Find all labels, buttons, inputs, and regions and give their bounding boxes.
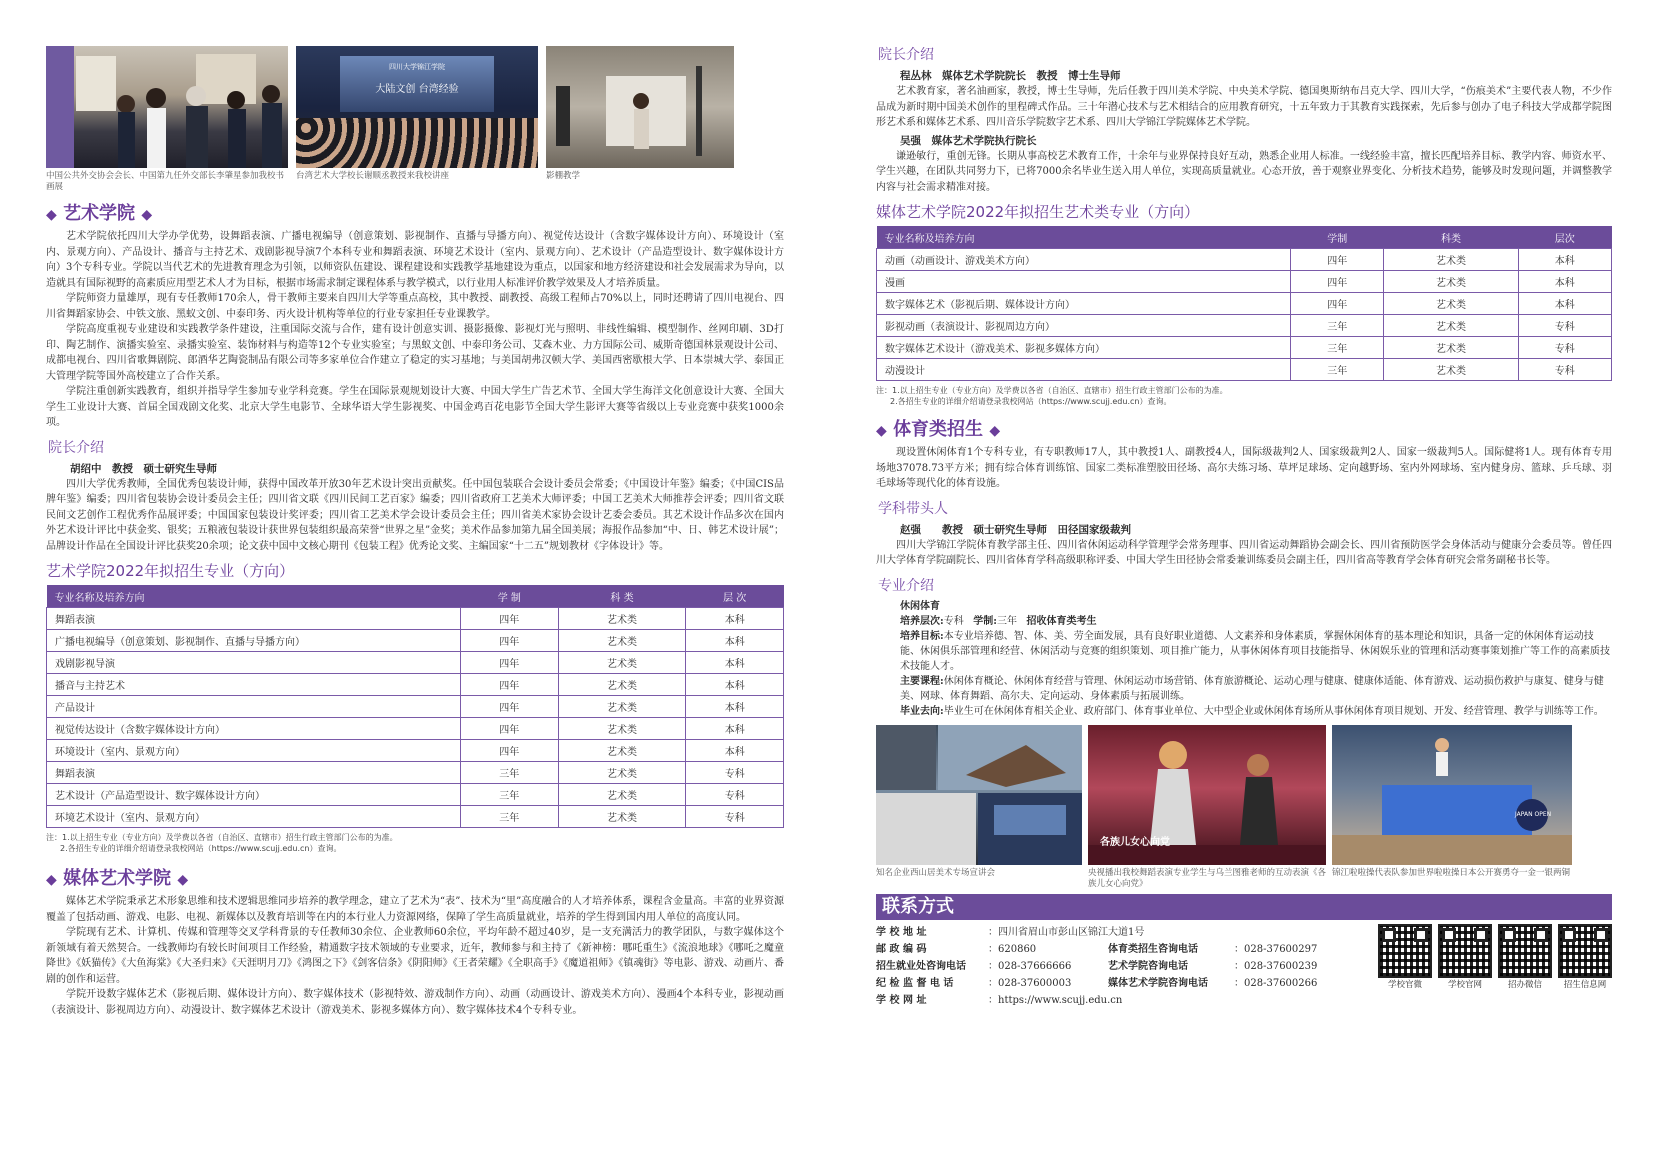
level-label: 培养层次: (900, 615, 944, 627)
table-row (47, 806, 784, 828)
cell-major: 动漫设计 (877, 359, 1291, 381)
level-value: 专科 (943, 615, 964, 627)
photo-captions (46, 168, 784, 193)
cell-level: 本科 (1518, 271, 1611, 293)
cell-category: 艺术类 (558, 784, 686, 806)
media-table-note-2: 2.各招生专业的详细介绍请登录我校网站（https://www.scujj.edu.cn）查询。 (890, 397, 1172, 406)
career-label: 毕业去向: (900, 705, 944, 717)
art-paragraph-2: 学院师资力量雄厚，现有专任教师170余人，骨干教师主要来自四川大学等重点高校，其中教授、副教授、高级工程师占70%以上，同时还聘请了四川电视台、四川省舞蹈家协会、中铁文旅、黑蚁文创、中泰印务、丙火设计机构等单位的行业专家担任专业课教学。 (46, 293, 784, 320)
years-label: 学制: (973, 615, 997, 627)
career-line (900, 704, 1612, 719)
table-row (47, 696, 784, 718)
cell-category: 艺术类 (1384, 249, 1518, 271)
contact-label-2: 艺术学院咨询电话 (1108, 960, 1188, 972)
table-row (47, 608, 784, 630)
qr-label: 学校官网 (1447, 979, 1482, 990)
diamond-icon: ◆ (177, 872, 189, 888)
table-row (47, 674, 784, 696)
cell-major: 影视动画（表演设计、影视周边方向） (877, 315, 1291, 337)
colon: ： (988, 926, 998, 938)
cell-category: 艺术类 (558, 740, 686, 762)
table-row (877, 359, 1612, 381)
cell-category: 艺术类 (558, 608, 686, 630)
cell-major: 数字媒体艺术（影视后期、媒体设计方向） (877, 293, 1291, 315)
cell-years: 三年 (1291, 359, 1384, 381)
course-label: 主要课程: (900, 675, 944, 687)
photo-game-company-talk (876, 725, 1082, 865)
cell-years: 四年 (1291, 249, 1384, 271)
table-row (47, 718, 784, 740)
contact-value-2: 028-37600266 (1244, 977, 1318, 989)
diamond-icon: ◆ (989, 423, 1001, 439)
col-header-category: 科类 (1384, 226, 1518, 249)
goal-line (900, 629, 1612, 674)
diamond-icon: ◆ (46, 207, 57, 223)
col-header-years: 学 制 (461, 585, 559, 608)
cell-major: 动画（动画设计、游戏美术方向） (877, 249, 1291, 271)
cell-level: 专科 (686, 762, 784, 784)
goal-label: 培养目标: (900, 630, 944, 642)
qr-code-icon (1498, 924, 1552, 978)
diamond-icon: ◆ (46, 872, 57, 888)
cell-level: 本科 (686, 740, 784, 762)
goal-text: 本专业培养德、智、体、美、劳全面发展，具有良好职业道德、人文素养和身体素质，掌握休闲体育的基本理论和知识，具备一定的休闲体育运动技能、休闲俱乐部管理和经营、休闲活动与竞赛的组织策划、项目推广能力，从事休闲体育项目技能指导、休闲娱乐业的管理和活动赛事策划推广等工作的高素质技术技能人才。 (900, 630, 1610, 672)
caption-studio: 影棚教学 (546, 171, 581, 181)
art-table-note-1: 注：1.以上招生专业（专业方向）及学费以各省（自治区、直辖市）招生行政主管部门公布的为准。 (46, 833, 398, 842)
table-row (877, 271, 1612, 293)
cell-years: 四年 (1291, 271, 1384, 293)
art-paragraph-3: 学院高度重视专业建设和实践教学条件建设，注重国际交流与合作，建有设计创意实训、摄影摄像、影视灯光与照明、非线性编辑、模型制作、丝网印刷、3D打印、陶艺制作、演播实验室、录播实验室、装饰材料与构造等12个专业实验室；与黑蚁文创、中泰印务公司、艾森木业、力方国际公司、威斯奇德国林景观设计公司、成都电视台、四川省歌舞剧院、郎酒华艺陶瓷制品有限公司等多家单位合作建立了稳定的实习基地；与美国胡弗汉顿大学、美国西密歇根大学、日本崇城大学、泰国正大管理学院等国外高校建立了合作关系。 (46, 324, 784, 382)
cell-category: 艺术类 (558, 806, 686, 828)
course-line (900, 674, 1612, 704)
cell-major: 环境艺术设计（室内、景观方向） (47, 806, 461, 828)
contact-value: 028-37666666 (998, 960, 1072, 972)
cell-level: 本科 (686, 674, 784, 696)
contact-label: 纪 检 监 督 电 话 (876, 977, 954, 989)
media-table-note-1: 注：1.以上招生专业（专业方向）及学费以各省（自治区、直辖市）招生行政主管部门公布的为准。 (876, 386, 1228, 395)
col-header-level: 层次 (1518, 226, 1611, 249)
contact-label-2: 体育类招生咨询电话 (1108, 943, 1198, 955)
art-dean-name: 胡绍中 教授 硕士研究生导师 (70, 462, 217, 475)
caption-cctv-dance: 央视播出我校舞蹈表演专业学生与乌兰图雅老师的互动表演《各族儿女心向党》 (1088, 867, 1327, 889)
media-dean1-bio: 艺术教育家，著名油画家，教授，博士生导师，先后任教于四川美术学院、中央美术学院、德国奥斯纳布吕克大学、四川大学，“伤痕美术”主要代表人物，不少作品成为新时期中国美术创作的里程碑式作品。三十年潜心技术与艺术相结合的应用教育研究，十五年致力于其教育实践探索，先后参与创办了电子科技大学成都学院图形艺术系和媒体艺术系、四川音乐学院数字艺术系、四川大学锦江学院媒体艺术学院。 (876, 86, 1612, 128)
contact-value: 620860 (998, 943, 1037, 955)
cell-category: 艺术类 (558, 674, 686, 696)
sports-title: 体育类招生 (893, 419, 984, 440)
qr-label: 学校官微 (1387, 979, 1422, 990)
cell-level: 本科 (686, 630, 784, 652)
cell-category: 艺术类 (1384, 359, 1518, 381)
cell-years: 四年 (1291, 293, 1384, 315)
major-heading: 专业介绍 (878, 577, 934, 594)
caption-cheerleading: 锦江啦啦操代表队参加世界啦啦操日本公开赛勇夺一金一银两铜 (1332, 867, 1571, 878)
colon: ： (988, 994, 998, 1006)
cheerleading-team-image (1332, 725, 1572, 865)
art-paragraph-1: 艺术学院依托四川大学办学优势，设舞蹈表演、广播电视编导（创意策划、影视制作、直播与导播方向）、视觉传达设计（含数字媒体设计方向）、环境设计（室内、景观方向）、产品设计、播音与主持艺术、戏剧影视导演7个本科专业和舞蹈表演、环境艺术设计（室内、景观方向）、艺术设计（产品造型设计、数字媒体设计方向）3个专科专业。学院以当代艺术的先进教育理念为引领，以师资队伍建设、课程建设和实践教学基地建设为重点，以国家和地方经济建设和社会发展需求为导向，以造就具有国际视野的高素质应用型艺术人才为目标，根据市场需求制定课程体系与教学模式，以行业用人标准评价教学效果及人才培养质量。 (46, 231, 784, 289)
contact-row (876, 992, 1612, 1009)
cell-major: 产品设计 (47, 696, 461, 718)
cell-category: 艺术类 (1384, 337, 1518, 359)
contact-value[interactable]: https://www.scujj.edu.cn (998, 994, 1123, 1006)
bottom-photo-strip (876, 725, 1612, 865)
cell-level: 专科 (686, 784, 784, 806)
audience-crowd (296, 118, 538, 168)
media-table-title: 媒体艺术学院2022年拟招生艺术类专业（方向） (876, 203, 1200, 221)
contact-section (876, 924, 1612, 1004)
media-dean2-bio: 谦逊敏行，重创无锋。长期从事高校艺术教育工作，十余年与业界保持良好互动，熟悉企业用人标准。一线经验丰富，擅长匹配培养目标、教学内容、师资水平、学生兴趣，在团队共同努力下，已将7000余名毕业生送入用人单位，实现高质量就业。心态开放，善于观察业界变化、分析技术趋势，能够及时发现问题，并调整教学内容与社会需求精准对接。 (876, 150, 1612, 193)
colon: ： (1234, 977, 1244, 989)
art-programs-table (46, 585, 784, 828)
cell-years: 三年 (461, 762, 559, 784)
colon: ： (1234, 960, 1244, 972)
contact-label: 学 校 网 址 (876, 994, 927, 1006)
cell-major: 漫画 (877, 271, 1291, 293)
cell-category: 艺术类 (1384, 271, 1518, 293)
art-table-title: 艺术学院2022年拟招生专业（方向） (46, 562, 295, 580)
col-header-major: 专业名称及培养方向 (47, 585, 461, 608)
table-header-row (47, 585, 784, 608)
sports-paragraph: 现设置休闲体育1个专科专业，有专职教师17人，其中教授1人、副教授4人，国际级裁判2人、国家级裁判2人、国家一级裁判5人。国际健将1人。现有体育专用场地37078.73平方米；拥有综合体育训练馆、国家二类标准塑胶田径场、高尔夫练习场、草坪足球场、定向越野场、室内外网球场、室内健身房、篮球、乒乓球、羽毛球场等现代化的体育设施。 (876, 447, 1612, 489)
media-dean-heading: 院长介绍 (878, 47, 934, 63)
cell-level: 本科 (1518, 249, 1611, 271)
game-art-collage-image (876, 725, 1082, 865)
major-level-line (900, 614, 1612, 629)
major-name: 休闲体育 (900, 600, 940, 612)
cell-years: 四年 (461, 674, 559, 696)
qr-code-group (1378, 924, 1612, 990)
media-college-title: 媒体艺术学院 (63, 868, 172, 889)
qr-admissions-site[interactable] (1558, 924, 1612, 990)
cell-level: 专科 (1518, 315, 1611, 337)
table-row (47, 630, 784, 652)
cell-major: 舞蹈表演 (47, 762, 461, 784)
contact-value-2: 028-37600239 (1244, 960, 1318, 972)
cell-category: 艺术类 (1384, 293, 1518, 315)
leader-bio: 四川大学锦江学院体育教学部主任、四川省休闲运动科学管理学会常务理事、四川省运动舞蹈协会副会长、四川省预防医学会身体活动与健康分会委员等。曾任四川大学体育学院副院长、四川省体育学科高级职称评委、中国大学生田径协会常委兼训练委员会副主任，四川省高等教育学会体育研究会常务副秘书长等。 (876, 539, 1612, 566)
table-row (47, 784, 784, 806)
media-table-body (877, 249, 1612, 381)
cell-major: 数字媒体艺术设计（游戏美术、影视多媒体方向） (877, 337, 1291, 359)
media-paragraph-2: 学院现有艺术、计算机、传媒和管理等交叉学科背景的专任教师30余位、企业教师60余位，平均年龄不超过40岁，是一支充满活力的教学团队，与数字媒体这个新领域有着天然契合。一线教师均有较长时间项目工作经验，精通数字技术领域的专业要求，近年，教师参与和主持了《新神榜：哪吒重生》《流浪地球》《哪吒之魔童降世》《妖猫传》《大鱼海棠》《大圣归来》《天涯明月刀》《鸿图之下》《剑客信条》《阴阳师》《王者荣耀》《全职高手》《魔道祖师》《镇魂街》等电影、游戏、动画片、番剧的创作和运营。 (46, 927, 784, 985)
cell-years: 三年 (1291, 337, 1384, 359)
qr-official-site[interactable] (1438, 924, 1492, 990)
qr-official-wechat[interactable] (1378, 924, 1432, 990)
art-paragraph-4: 学院注重创新实践教育，组织并指导学生参加专业学科竞赛。学生在国际景观规划设计大赛、中国大学生广告艺术节、全国大学生海洋文化创意设计大赛、全国大学生工业设计大赛、首届全国戏剧文化奖、北京大学生电影节、全球华语大学生影视奖、中国金鸡百花电影节全国大学生影评大赛等省级以上专业竞赛中获奖1000余项。 (46, 386, 784, 428)
art-dean-heading: 院长介绍 (48, 439, 104, 456)
cell-level: 本科 (686, 652, 784, 674)
col-header-major: 专业名称及培养方向 (877, 226, 1291, 249)
leader-name: 赵强 教授 硕士研究生导师 田径国家级裁判 (900, 523, 1131, 536)
cell-years: 四年 (461, 696, 559, 718)
col-header-category: 科 类 (558, 585, 686, 608)
table-row (877, 249, 1612, 271)
years-value: 三年 (996, 615, 1017, 627)
contact-value: 028-37600003 (998, 977, 1072, 989)
media-programs-table (876, 226, 1612, 381)
photo-studio-teaching (546, 46, 734, 168)
qr-admissions-wechat[interactable] (1498, 924, 1552, 990)
media-paragraph-1: 媒体艺术学院秉承艺术形象思维和技术逻辑思维同步培养的教学理念，建立了艺术为“表”、技术为“里”高度融合的人才培养体系，课程含金量高。丰富的业界资源覆盖了包括动画、游戏、电影、电视、新媒体以及教育培训等在内的本行业人力资源网络，保障了学生高质量就业，培养的学生得到国内用人单位的高度认同。 (46, 896, 784, 923)
table-row (47, 652, 784, 674)
caption-exhibition: 中国公共外交协会会长、中国第九任外交部长李肇星参加我校书画展 (46, 171, 285, 192)
media-dean1-name: 程丛林 媒体艺术学院院长 教授 博士生导师 (900, 70, 1121, 82)
contact-label: 招生就业处咨询电话 (876, 960, 966, 972)
caption-game-talk: 知名企业西山居美术专场宣讲会 (876, 867, 996, 878)
colon: ： (1234, 943, 1244, 955)
exhibition-scene-image (46, 46, 288, 168)
cell-major: 戏剧影视导演 (47, 652, 461, 674)
cell-major: 环境设计（室内、景观方向） (47, 740, 461, 762)
screen-slogan: 大陆文创 台湾经验 (375, 84, 459, 95)
career-text: 毕业生可在休闲体育相关企业、政府部门、体育事业单位、大中型企业或休闲体育场所从事休闲体育项目规划、开发、经营管理、教学与训练等工作。 (943, 705, 1604, 717)
qr-label: 招生信息网 (1563, 979, 1607, 990)
art-table-note-2: 2.各招生专业的详细介绍请登录我校网站（https://www.scujj.edu.cn）查询。 (60, 844, 342, 853)
col-header-level: 层 次 (686, 585, 784, 608)
cell-level: 本科 (686, 696, 784, 718)
cell-major: 广播电视编导（创意策划、影视制作、直播与导播方向） (47, 630, 461, 652)
cell-level: 本科 (686, 608, 784, 630)
media-college-heading (46, 864, 784, 890)
colon: ： (988, 943, 998, 955)
colon: ： (988, 977, 998, 989)
contact-value-2: 028-37600297 (1244, 943, 1318, 955)
cell-years: 四年 (461, 630, 559, 652)
cell-major: 播音与主持艺术 (47, 674, 461, 696)
diamond-icon: ◆ (141, 207, 153, 223)
photo-calligraphy-exhibition (46, 46, 288, 168)
qr-code-icon (1378, 924, 1432, 978)
art-college-heading (46, 199, 784, 225)
photo-cheerleading-team (1332, 725, 1572, 865)
screen-school-name: 四川大学锦江学院 (389, 63, 445, 71)
photo-cctv-dance (1088, 725, 1326, 865)
studio-scene-image (546, 46, 734, 168)
contact-label: 邮 政 编 码 (876, 943, 927, 955)
cell-category: 艺术类 (558, 696, 686, 718)
contact-label: 学 校 地 址 (876, 926, 927, 938)
cell-category: 艺术类 (558, 652, 686, 674)
table-row (47, 762, 784, 784)
right-column (876, 0, 1612, 1004)
colon: ： (988, 960, 998, 972)
major-details (876, 599, 1612, 719)
art-table-body (47, 608, 784, 828)
diamond-icon: ◆ (876, 423, 887, 439)
contact-heading: 联系方式 (876, 894, 1612, 920)
enroll-note: 招收体育类考生 (1026, 615, 1097, 627)
cell-category: 艺术类 (558, 718, 686, 740)
cell-years: 四年 (461, 718, 559, 740)
art-dean-bio: 四川大学优秀教师，全国优秀包装设计师，获得中国改革开放30年艺术设计突出贡献奖。任中国包装联合会设计委员会常委；《中国设计年鉴》编委；《中国CIS品牌年鉴》编委；四川省包装协会设计委员会主任；四川省文联《四川民间工艺百家》编委；四川省政府工艺美术大师评委；中国工艺美术大师推荐会评委；四川省文联民间文艺创作工程优秀作品展评委；中国国家包装设计奖评委；四川省工艺美术学会设计委员会主任；四川省美术家协会设计艺委会委员。其艺术设计作品多次在国内外艺术设计评比中获金奖、银奖；五粮液包装设计获世界包装组织最高荣誉“世界之星”金奖；美术作品参加第九届全国美展；海报作品参加“中、日、韩艺术设计展”；品牌设计作品在全国设计评比获奖20余项；论文获中国中文核心期刊《包装工程》优秀论文奖、主编国家“十二五”规划教材《字体设计》等。 (46, 478, 784, 552)
cell-level: 专科 (1518, 359, 1611, 381)
cell-years: 四年 (461, 652, 559, 674)
overlay-program-title: 各族儿女心向党 (1100, 836, 1170, 848)
cell-major: 视觉传达设计（含数字媒体设计方向） (47, 718, 461, 740)
contact-value: 四川省眉山市彭山区锦江大道1号 (998, 926, 1145, 938)
cell-major: 艺术设计（产品造型设计、数字媒体设计方向） (47, 784, 461, 806)
cell-level: 本科 (686, 718, 784, 740)
cell-years: 三年 (1291, 315, 1384, 337)
cell-level: 专科 (686, 806, 784, 828)
media-dean2-name: 吴强 媒体艺术学院执行院长 (900, 134, 1037, 147)
table-row (877, 293, 1612, 315)
caption-lecture: 台湾艺术大学校长谢顺丞教授来我校讲座 (296, 171, 450, 181)
table-row (47, 740, 784, 762)
cell-years: 三年 (461, 784, 559, 806)
leader-heading: 学科带头人 (878, 500, 948, 517)
media-paragraph-3: 学院开设数字媒体艺术（影视后期、媒体设计方向）、数字媒体技术（影视特效、游戏制作方向）、动画（动画设计、游戏美术方向）、漫画4个本科专业，影视动画（表演设计、影视周边方向）、动漫设计、数字媒体艺术设计（游戏美术、影视多媒体方向）、数字媒体技术4个专科专业。 (46, 989, 784, 1016)
photo-taiwan-lecture (296, 46, 538, 168)
course-text: 休闲体育概论、休闲体育经营与管理、休闲运动市场营销、体育旅游概论、运动心理与健康、健康体适能、体育游戏、运动损伤救护与康复、健身与健美、网球、体育舞蹈、高尔夫、定向运动、身体素质与拓展训练。 (900, 675, 1604, 702)
col-header-years: 学制 (1291, 226, 1384, 249)
cell-category: 艺术类 (558, 762, 686, 784)
table-row (877, 337, 1612, 359)
sports-heading (876, 415, 1612, 441)
cell-major: 舞蹈表演 (47, 608, 461, 630)
cell-years: 三年 (461, 806, 559, 828)
left-column (46, 0, 784, 1018)
cell-level: 本科 (1518, 293, 1611, 315)
qr-code-icon (1438, 924, 1492, 978)
contact-label-2: 媒体艺术学院咨询电话 (1108, 977, 1208, 989)
cell-years: 四年 (461, 608, 559, 630)
qr-label: 招办微信 (1507, 979, 1542, 990)
cell-category: 艺术类 (1384, 315, 1518, 337)
cell-years: 四年 (461, 740, 559, 762)
table-row (877, 315, 1612, 337)
art-college-title: 艺术学院 (63, 203, 136, 224)
top-photo-strip (46, 46, 784, 168)
table-header-row (877, 226, 1612, 249)
qr-code-icon (1558, 924, 1612, 978)
bottom-photo-captions (876, 865, 1612, 890)
overlay-japan-open: JAPAN OPEN (1515, 810, 1552, 818)
cell-level: 专科 (1518, 337, 1611, 359)
cell-category: 艺术类 (558, 630, 686, 652)
